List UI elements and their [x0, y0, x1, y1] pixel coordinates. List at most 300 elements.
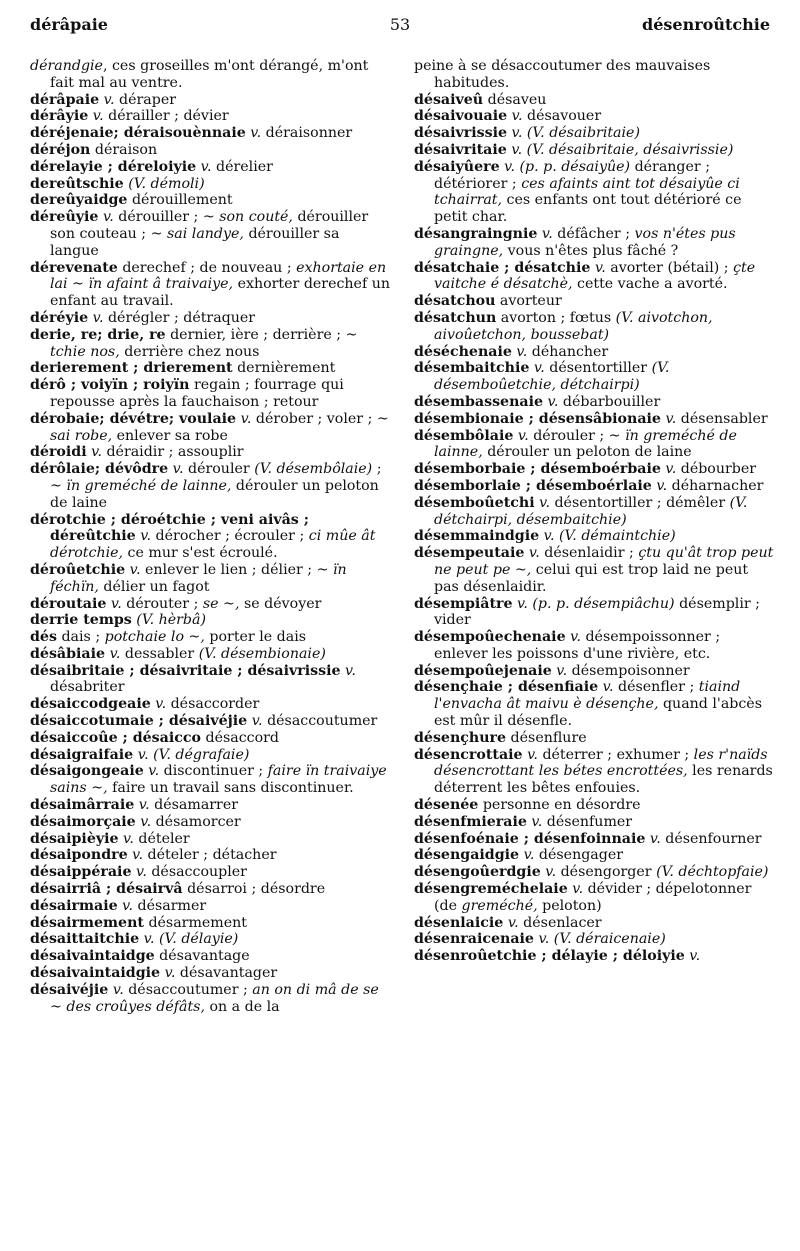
italic-text: (V. désembionaie): [198, 645, 326, 662]
definition-text: désaccoutumer ;: [123, 981, 253, 998]
right-column: [414, 58, 774, 965]
dictionary-entry: [30, 108, 390, 125]
italic-text: (V. désembôlaie): [254, 461, 373, 478]
headword: désenfoénaie ; désenfoinnaie: [414, 830, 646, 847]
italic-text: v.: [140, 528, 152, 545]
dictionary-entry: [30, 713, 390, 730]
headword: déséchenaie: [414, 343, 512, 360]
italic-text: v. (V. désaibritaie): [511, 125, 640, 142]
dictionary-entry: [30, 646, 390, 663]
headword: derierement ; drierement: [30, 360, 233, 377]
italic-text: v.: [656, 477, 668, 494]
headword: dérobaie; dévétre; voulaie: [30, 410, 237, 427]
dictionary-entry: [414, 92, 774, 109]
definition-text: dérocher ; écrouler ;: [151, 528, 309, 545]
definition-text: désentortiller: [544, 360, 652, 377]
definition-text: dételer: [133, 830, 190, 847]
italic-text: v. (V. désaibritaie, désaivrissie): [511, 141, 734, 158]
headword: dérâyie: [30, 108, 89, 125]
italic-text: v.: [572, 881, 584, 898]
dictionary-entry: [414, 344, 774, 361]
headword: désaimârraie: [30, 797, 135, 814]
dictionary-entry: [414, 394, 774, 411]
headword: désempoûechenaie: [414, 629, 566, 646]
italic-text: v.: [523, 847, 535, 864]
definition-text: dérouter ;: [121, 595, 203, 612]
dictionary-entry: [414, 847, 774, 864]
headword: désenée: [414, 797, 479, 814]
dictionary-entry: [414, 730, 774, 747]
definition-text: désavantage: [154, 948, 250, 965]
definition-text: désamorcer: [151, 813, 241, 830]
headword: désengoûerdgie: [414, 864, 541, 881]
italic-text: v.: [533, 360, 545, 377]
headword: désemboûetchi: [414, 494, 535, 511]
dictionary-entry: [30, 898, 390, 915]
headword: déreûyie: [30, 209, 99, 226]
headword: déroûetchie: [30, 561, 126, 578]
definition-text: porter le dais: [204, 629, 307, 646]
dictionary-entry: [30, 159, 390, 176]
header-last-headword: désenroûtchie: [642, 14, 770, 34]
italic-text: v.: [110, 595, 122, 612]
italic-text: v.: [250, 125, 262, 142]
headword: désairriâ ; désairvâ: [30, 881, 183, 898]
italic-text: v.: [109, 645, 121, 662]
italic-text: v.: [531, 813, 543, 830]
italic-text: v.: [547, 393, 559, 410]
dictionary-entry: [414, 797, 774, 814]
headword: désatchaie ; désatchie: [414, 259, 591, 276]
italic-text: v. (p. p. désaiyûe): [504, 158, 631, 175]
headword: désaiyûere: [414, 158, 500, 175]
headword: dérôlaie; dévôdre: [30, 461, 169, 478]
dictionary-entry: [414, 915, 774, 932]
headword: déroidi: [30, 444, 87, 461]
definition-text: dérouler un peloton de laine: [50, 477, 379, 511]
definition-text: dérailler ; dévier: [103, 108, 229, 125]
headword: désaivaintaidgie: [30, 965, 161, 982]
dictionary-entry: [30, 411, 390, 445]
italic-text: v.: [665, 410, 677, 427]
headword: désempeutaie: [414, 545, 525, 562]
headword: désencrottaie: [414, 746, 523, 763]
dictionary-entry: [414, 495, 774, 529]
italic-text: v. (V. démaintchie): [543, 528, 676, 545]
header-first-headword: dérâpaie: [30, 14, 108, 34]
dictionary-entry: [414, 931, 774, 948]
dictionary-entry: [30, 931, 390, 948]
headword: désempiâtre: [414, 595, 513, 612]
definition-text: dérouler un peloton de laine: [482, 444, 692, 461]
italic-text: v.: [138, 797, 150, 814]
definition-text: désempoisonner: [567, 662, 690, 679]
italic-text: v.: [527, 746, 538, 763]
italic-text: çtu qu'ât trop peut ne peut pe ~,: [434, 545, 774, 578]
italic-text: ces afaints aint tot désaiyûe ci tchairrat,: [434, 175, 740, 209]
dictionary-entry: [414, 58, 774, 92]
dictionary-entry: [30, 948, 390, 965]
dictionary-entry: [30, 444, 390, 461]
headword: dérotchie ; déroétchie ; veni aivâs ; déreûtchie: [30, 511, 309, 545]
definition-text: enlever sa robe: [112, 427, 228, 444]
definition-text: dernièrement: [232, 360, 336, 377]
definition-text: débourber: [676, 461, 757, 478]
headword: désaiccotumaie ; désaivéjie: [30, 713, 248, 730]
headword: désemborlaie ; désemboérlaie: [414, 477, 652, 494]
dictionary-entry: [30, 58, 390, 92]
dictionary-entry: [414, 831, 774, 848]
dictionary-entry: [30, 461, 390, 511]
italic-text: v.: [102, 209, 114, 226]
italic-text: v. (V. dégrafaie): [137, 746, 250, 763]
dictionary-entry: [30, 915, 390, 932]
headword: déroutaie: [30, 595, 107, 612]
italic-text: v.: [155, 696, 167, 713]
definition-text: dérouler: [183, 461, 255, 478]
headword: désembôlaie: [414, 427, 514, 444]
headword: désaivaintaidge: [30, 948, 155, 965]
headword: désenraicenaie: [414, 931, 534, 948]
italic-text: v.: [240, 410, 252, 427]
headword: dérô ; voiyïn ; roiyïn: [30, 377, 190, 394]
dictionary-entry: [414, 360, 774, 394]
dictionary-entry: [30, 831, 390, 848]
dictionary-entry: [30, 92, 390, 109]
headword: désenroûetchie ; délayie ; déloiyie: [414, 948, 685, 965]
italic-text: tiaind l'envacha ât maivu è désençhe,: [434, 679, 741, 713]
headword: désenfmieraie: [414, 813, 527, 830]
definition-text: désenlaidir ;: [539, 545, 639, 562]
headword: désaimorçaie: [30, 813, 136, 830]
definition-text: dérouillement: [127, 192, 233, 209]
dictionary-entry: [414, 814, 774, 831]
dictionary-entry: [30, 327, 390, 361]
headword: déréyie: [30, 309, 89, 326]
dictionary-entry: [414, 679, 774, 729]
definition-text: avorteur: [495, 293, 562, 310]
italic-text: (V. aivotchon, aivoûetchon, boussebat): [434, 309, 713, 343]
headword: dés: [30, 629, 57, 646]
headword: dereûtschie: [30, 175, 124, 192]
definition-text: déraper: [114, 91, 177, 108]
italic-text: exhortaie en lai ~ ïn afaint â traivaiye,: [50, 259, 387, 293]
dictionary-entry: [414, 142, 774, 159]
headword: désaiccoûe ; désaicco: [30, 729, 201, 746]
italic-text: (V. détchairpi, désembaitchie): [434, 494, 748, 528]
italic-text: v.: [545, 864, 557, 881]
definition-text: débarbouiller: [558, 393, 661, 410]
definition-text: dérouiller sa langue: [50, 225, 340, 259]
definition-text: désengorger: [556, 864, 657, 881]
dictionary-entry: [30, 696, 390, 713]
definition-text: quand l'abcès est mûr il désenfle.: [434, 696, 762, 730]
dictionary-entry: [30, 663, 390, 697]
italic-text: (V. démoli): [128, 175, 205, 192]
dictionary-entry: [414, 310, 774, 344]
definition-text: désenfourner: [660, 830, 762, 847]
italic-text: v.: [556, 662, 568, 679]
headword: désempoûejenaie: [414, 662, 552, 679]
definition-text: désarmer: [132, 897, 207, 914]
dictionary-entry: [30, 629, 390, 646]
headword: derrie temps: [30, 612, 132, 629]
headword: désaipièyie: [30, 830, 119, 847]
italic-text: v.: [92, 309, 104, 326]
dictionary-entry: [30, 612, 390, 629]
definition-text: désaccoupler: [146, 864, 247, 881]
headword: désatchou: [414, 293, 496, 310]
headword: désaivritaie: [414, 141, 507, 158]
definition-text: délier un fagot: [98, 578, 210, 595]
definition-text: désenflure: [506, 729, 587, 746]
definition-text: peloton): [537, 897, 602, 914]
dictionary-entry: [414, 226, 774, 260]
dictionary-entry: [30, 747, 390, 764]
dictionary-entry: [30, 562, 390, 596]
italic-text: vos n'étes pus graingne,: [434, 225, 736, 259]
definition-text: dérober ; voler ; ~: [251, 410, 389, 427]
page-number: 53: [389, 14, 411, 34]
headword: désaittaitchie: [30, 931, 140, 948]
italic-text: se ~,: [202, 595, 240, 612]
italic-text: v.: [140, 813, 152, 830]
definition-text: cette vache a avorté.: [572, 276, 728, 293]
definition-text: avorter (bétail) ;: [605, 259, 734, 276]
dictionary-entry: [30, 360, 390, 377]
headword: désaigraifaie: [30, 746, 134, 763]
definition-text: désavouer: [522, 108, 602, 125]
definition-text: dételer ; détacher: [143, 847, 277, 864]
italic-text: v.: [689, 948, 701, 965]
dictionary-entry: [414, 948, 774, 965]
dictionary-entry: [30, 596, 390, 613]
italic-text: les r'naïds désencrottant les bétes encrottées,: [434, 746, 768, 780]
italic-text: v.: [665, 461, 677, 478]
italic-text: v.: [539, 494, 550, 511]
italic-text: v. (V. délayie): [143, 931, 239, 948]
dictionary-entry: [30, 982, 390, 1016]
definition-text: désenlacer: [518, 914, 602, 931]
italic-text: (V. désemboûetchie, détchairpi): [434, 360, 670, 394]
dictionary-entry: [30, 965, 390, 982]
italic-text: v.: [148, 763, 160, 780]
dictionary-entry: [30, 310, 390, 327]
dictionary-entry: [414, 108, 774, 125]
definition-text: ce mur s'est écroulé.: [123, 545, 278, 562]
italic-text: v.: [517, 427, 529, 444]
italic-text: v.: [511, 108, 523, 125]
dictionary-entry: [30, 881, 390, 898]
headword: désaivouaie: [414, 108, 508, 125]
headword: désairmaie: [30, 897, 118, 914]
headword: désangraingnie: [414, 225, 538, 242]
definition-text: désengager: [534, 847, 624, 864]
headword: désençhure: [414, 729, 507, 746]
dictionary-entry: [30, 192, 390, 209]
italic-text: v.: [649, 830, 661, 847]
definition-text: désarroi ; désordre: [182, 881, 326, 898]
dictionary-entry: [414, 260, 774, 294]
italic-text: v.: [135, 864, 147, 881]
headword: dérâpaie: [30, 91, 100, 108]
headword: désemmaindgie: [414, 528, 540, 545]
headword: désaivéjie: [30, 981, 109, 998]
definition-text: derrière chez nous: [119, 343, 260, 360]
headword: désaippéraie: [30, 864, 132, 881]
definition-text: celui qui est trop laid ne peut pas désenlaidir.: [434, 561, 749, 595]
definition-text: désensabler: [676, 410, 768, 427]
italic-text: greméché,: [461, 897, 538, 914]
dictionary-entry: [414, 864, 774, 881]
italic-text: tchie nos,: [50, 343, 120, 360]
italic-text: v.: [122, 897, 133, 914]
definition-text: dérouler ; ~: [528, 427, 626, 444]
dictionary-entry: [30, 176, 390, 193]
dictionary-entry: [30, 797, 390, 814]
italic-text: v.: [112, 981, 124, 998]
definition-text: dessabler: [120, 645, 199, 662]
definition-text: , ces groseilles m'ont dérangé, m'ont fait mal au ventre.: [50, 58, 369, 91]
dictionary-entry: [30, 377, 390, 411]
dictionary-entry: [30, 512, 390, 562]
definition-text: désaccord: [200, 729, 280, 746]
italic-text: v.: [200, 158, 212, 175]
headword: derie, re; drie, re: [30, 326, 166, 343]
dictionary-entry: [414, 747, 774, 797]
dictionary-entry: [414, 428, 774, 462]
headword: déréjon: [30, 141, 91, 158]
headword: désenlaicie: [414, 914, 504, 931]
italic-text: ci mûe ât dérotchie,: [50, 528, 376, 562]
definition-text: désaccoutumer: [262, 713, 378, 730]
italic-text: ïn féchïn,: [50, 561, 347, 595]
italic-text: (V. déchtopfaie): [656, 864, 769, 881]
headword: désemborbaie ; désemboérbaie: [414, 461, 661, 478]
headword: désaivrissie: [414, 125, 508, 142]
dictionary-entry: [414, 478, 774, 495]
definition-text: avorton ; fœtus: [496, 309, 616, 326]
definition-text: faire un travail sans discontinuer.: [107, 780, 354, 797]
italic-text: v.: [507, 914, 519, 931]
italic-text: son couté,: [219, 209, 293, 226]
italic-text: v.: [91, 444, 102, 461]
headword: désâbiaie: [30, 645, 106, 662]
italic-text: v.: [528, 545, 540, 562]
dictionary-entry: [414, 125, 774, 142]
headword: déréjenaie; déraisouènnaie: [30, 125, 246, 142]
dictionary-entry: [414, 881, 774, 915]
dictionary-entry: [30, 125, 390, 142]
italic-text: ïn greméché de lainne,: [434, 427, 737, 461]
definition-text: désenfler ;: [613, 679, 699, 696]
definition-text: regain ; fourrage qui repousse après la fauchaison ; retour: [50, 377, 344, 410]
definition-text: derechef ; de nouveau ;: [117, 259, 297, 276]
dictionary-entry: [414, 545, 774, 595]
definition-text: déranger ; détériorer ;: [434, 158, 710, 192]
definition-text: déharnacher: [667, 477, 764, 494]
definition-text: se dévoyer: [239, 595, 322, 612]
italic-text: v.: [594, 259, 606, 276]
italic-text: v.: [164, 965, 176, 982]
italic-text: v.: [92, 108, 104, 125]
definition-text: désamarrer: [149, 797, 239, 814]
italic-text: v.: [129, 561, 141, 578]
definition-text: enlever le lien ; délier ; ~: [140, 561, 333, 578]
italic-text: (V. hèrbâ): [136, 612, 206, 629]
headword: désembionaie ; désensâbionaie: [414, 410, 661, 427]
definition-text: déhancher: [527, 343, 609, 360]
italic-text: v.: [516, 343, 528, 360]
dictionary-entry: [30, 814, 390, 831]
italic-text: v.: [132, 847, 143, 864]
definition-text: dérégler ; détraquer: [103, 309, 256, 326]
dictionary-entry: [30, 260, 390, 310]
dictionary-entry: [30, 847, 390, 864]
definition-text: désarmement: [143, 914, 247, 931]
definition-text: désaccorder: [166, 696, 260, 713]
headword: désaibritaie ; désaivritaie ; désaivrissie: [30, 662, 341, 679]
italic-text: v.: [251, 713, 263, 730]
italic-text: faire ïn traivaiye sains ~,: [50, 763, 387, 797]
definition-text: désabriter: [50, 679, 125, 696]
italic-text: v.: [541, 225, 553, 242]
definition-text: déraisonner: [261, 125, 353, 142]
definition-text: ; ~: [50, 461, 382, 494]
dictionary-entry: [414, 629, 774, 663]
dictionary-entry: [414, 663, 774, 680]
definition-text: dernier, ière ; derrière ; ~: [165, 326, 358, 343]
definition-text: désempoissonner ; enlever les poissons d'une rivière, etc.: [434, 629, 721, 662]
italic-text: v. (V. déraicenaie): [538, 931, 666, 948]
page-header: [30, 10, 770, 38]
italic-text: ïn greméché de lainne,: [66, 477, 232, 494]
definition-text: dérelier: [211, 158, 273, 175]
definition-text: déraidir ; assouplir: [101, 444, 244, 461]
italic-text: v.: [103, 91, 115, 108]
definition-text: désentortiller ; démêler: [549, 494, 730, 511]
italic-text: an on di mâ de se ~ des croûyes défâts,: [50, 981, 379, 1015]
definition-text: désemplir ; vider: [434, 595, 760, 629]
definition-text: défâcher ;: [552, 225, 635, 242]
definition-text: dévider ; dépelotonner (de: [434, 881, 752, 914]
definition-text: désavantager: [175, 965, 278, 982]
definition-text: personne en désordre: [478, 797, 641, 814]
dictionary-entry: [30, 763, 390, 797]
dictionary-entry: [30, 142, 390, 159]
headword: désengaidgie: [414, 847, 520, 864]
italic-text: dérandgie: [30, 58, 103, 74]
headword: désatchun: [414, 309, 497, 326]
definition-text: ces enfants ont tout détérioré ce petit char.: [434, 192, 742, 226]
definition-text: peine à se désaccoutumer des mauvaises habitudes.: [414, 58, 711, 91]
dictionary-entry: [30, 209, 390, 259]
headword: désaigongeaie: [30, 763, 144, 780]
dictionary-entry: [414, 159, 774, 226]
italic-text: sai robe,: [50, 427, 113, 444]
definition-text: désenfumer: [542, 813, 633, 830]
headword: dereûyaidge: [30, 192, 128, 209]
dictionary-entry: [30, 730, 390, 747]
dictionary-entry: [414, 293, 774, 310]
headword: dérevenate: [30, 259, 118, 276]
italic-text: v.: [172, 461, 184, 478]
definition-text: dérouiller ; ~: [113, 209, 220, 226]
definition-text: dérouiller son couteau ; ~: [50, 209, 369, 242]
italic-text: v.: [570, 629, 581, 646]
definition-text: discontinuer ;: [159, 763, 268, 780]
definition-text: déraison: [90, 141, 158, 158]
